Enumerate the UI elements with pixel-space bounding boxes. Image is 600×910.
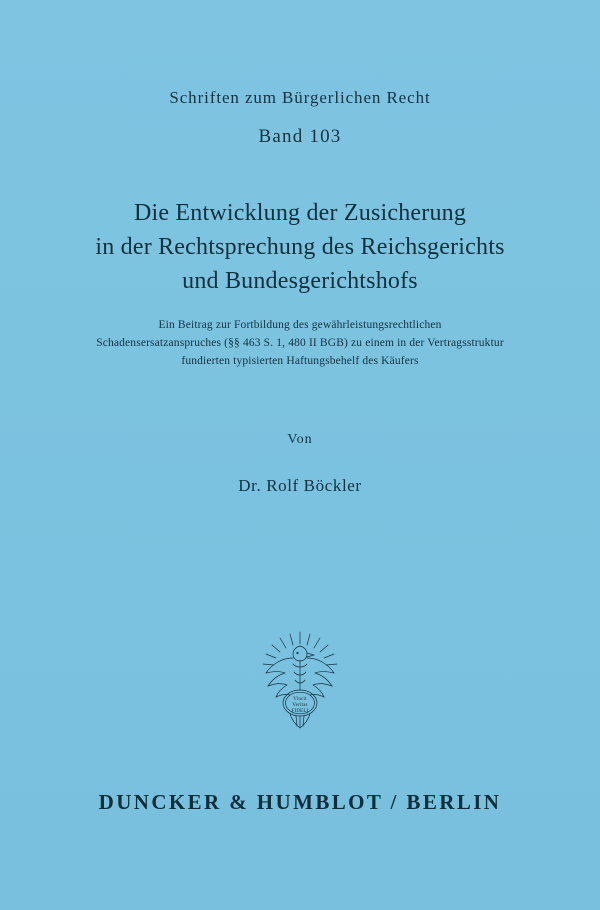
author-block [0, 432, 600, 496]
title-line-1: Die Entwicklung der Zusicherung [133, 200, 467, 226]
series-block [0, 88, 600, 148]
logo-motto-line-1: Vincit [293, 697, 307, 702]
publisher-name: DUNCKER & HUMBLOT / BERLIN [98, 790, 502, 814]
author-name: Dr. Rolf Böckler [238, 476, 362, 495]
title-line-2: in der Rechtsprechung des Reichsgerichts [95, 234, 505, 260]
series-title: Schriften zum Bürgerlichen Recht [169, 88, 431, 107]
publisher-logo-wrap [0, 628, 600, 732]
subtitle-line-1: Ein Beitrag zur Fortbildung des gewährleistungsrechtlichen [158, 319, 442, 331]
by-word: Von [287, 432, 313, 447]
subtitle-line-2: Schadensersatzanspruches (§§ 463 S. 1, 480 II BGB) zu einem in der Vertragsstruktur [96, 337, 504, 349]
subtitle [55, 316, 545, 370]
title-line-3: und Bundesgerichtshofs [182, 268, 418, 294]
page-title [60, 196, 540, 298]
duncker-humblot-eagle-emblem-icon [252, 628, 348, 732]
logo-motto-line-3: FIDELI [291, 709, 309, 714]
subtitle-line-3: fundierten typisierten Haftungsbehelf des Käufers [181, 355, 419, 367]
logo-motto-line-2: Veritas [292, 703, 308, 708]
series-volume: Band 103 [258, 126, 342, 147]
